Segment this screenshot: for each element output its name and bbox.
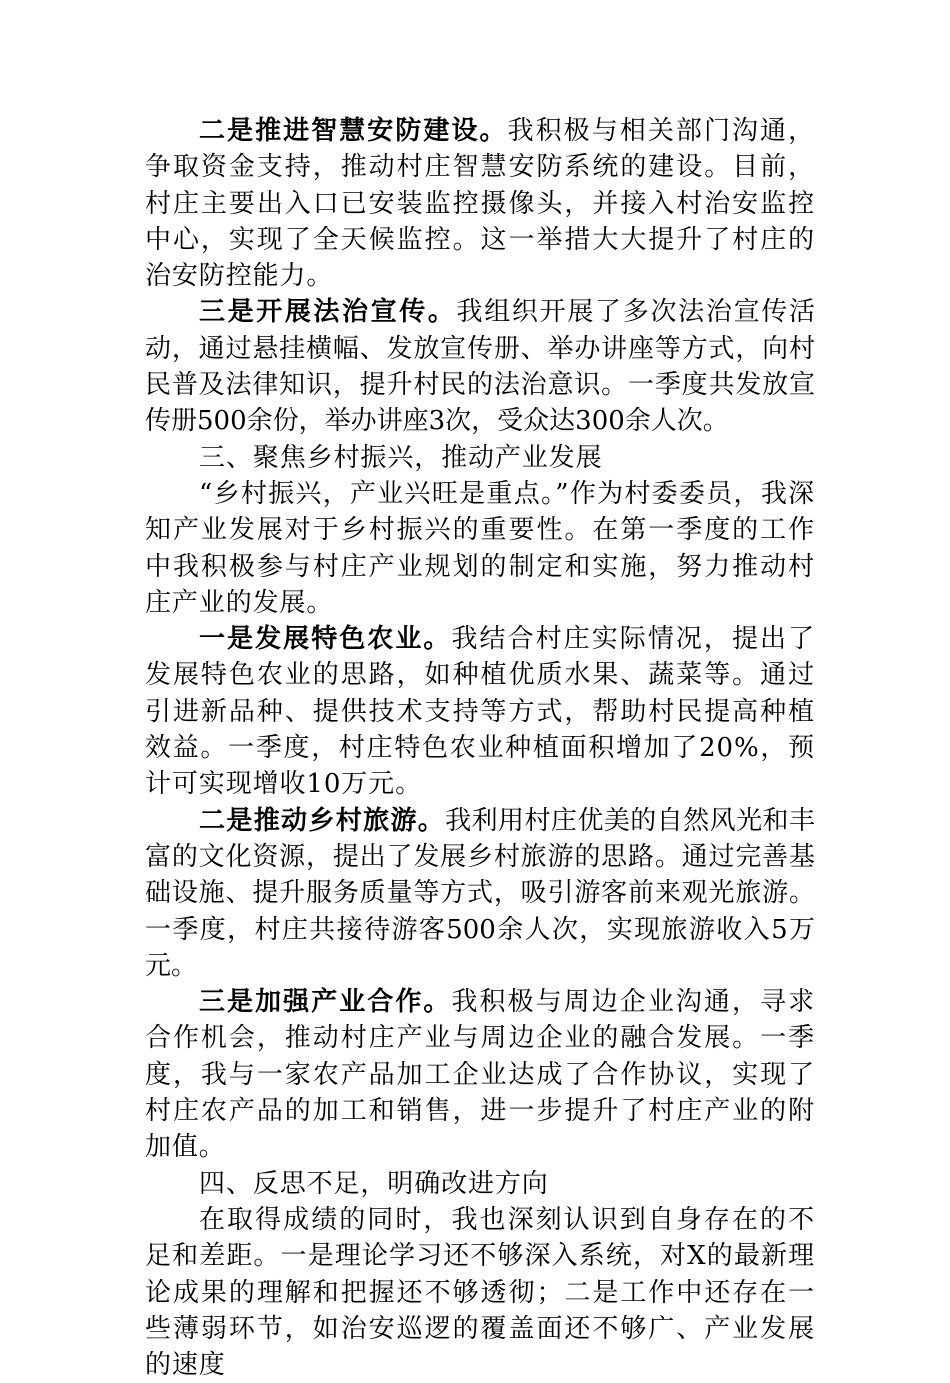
paragraph-shortcomings	[145, 1202, 815, 1383]
paragraph-legal-publicity	[145, 294, 815, 439]
paragraph-industry-intro	[145, 476, 815, 621]
paragraph-lead: 二是推进智慧安防建设。	[199, 116, 508, 146]
paragraph-text: 我结合村庄实际情况，提出了发展特色农业的思路，如种植优质水果、蔬菜等。通过引进新品种、提供技术支持等方式，帮助村民提高种植效益。一季度，村庄特色农业种植面积增加了20%，预计可实现增收10万元。	[145, 624, 815, 800]
paragraph-text: 我积极与周边企业沟通，寻求合作机会，推动村庄产业与周边企业的融合发展。一季度，我与一家农产品加工企业达成了合作协议，实现了村庄农产品的加工和销售，进一步提升了村庄产业的附加值。	[145, 987, 815, 1163]
section-heading-reflection: 四、反思不足，明确改进方向	[199, 1168, 549, 1199]
paragraph-text: 我积极与相关部门沟通，争取资金支持，推动村庄智慧安防系统的建设。目前，村庄主要出入口已安装监控摄像头，并接入村治安监控中心，实现了全天候监控。这一举措大大提升了村庄的治安防控能力。	[145, 116, 815, 292]
paragraph-lead: 二是推动乡村旅游。	[199, 805, 446, 836]
paragraph-lead: 三是加强产业合作。	[199, 987, 452, 1018]
paragraph-text: 在取得成绩的同时，我也深刻认识到自身存在的不足和差距。一是理论学习还不够深入系统，对X的最新理论成果的理解和把握还不够透彻；二是工作中还存在一些薄弱环节，如治安巡逻的覆盖面还不够广、产业发展的速度	[145, 1204, 815, 1381]
paragraph-industry-cooperation	[145, 984, 815, 1165]
paragraph-smart-security	[145, 113, 815, 294]
document-body	[145, 113, 815, 1383]
paragraph-specialty-agriculture	[145, 621, 815, 802]
paragraph-text: 我组织开展了多次法治宣传活动，通过悬挂横幅、发放宣传册、举办讲座等方式，向村民普及法律知识，提升村民的法治意识。一季度共发放宣传册500余份，举办讲座3次，受众达300余人次。	[145, 297, 815, 437]
paragraph-lead: 三是开展法治宣传。	[199, 297, 457, 328]
paragraph-text: 我利用村庄优美的自然风光和丰富的文化资源，提出了发展乡村旅游的思路。通过完善基础设施、提升服务质量等方式，吸引游客前来观光旅游。一季度，村庄共接待游客500余人次，实现旅游收入5万元。	[145, 805, 815, 981]
paragraph-text: “乡村振兴，产业兴旺是重点。”作为村委委员，我深知产业发展对于乡村振兴的重要性。在第一季度的工作中我积极参与村庄产业规划的制定和实施，努力推动村庄产业的发展。	[145, 478, 815, 618]
section-heading-rural-revitalization: 三、聚焦乡村振兴，推动产业发展	[199, 442, 603, 473]
paragraph-lead: 一是发展特色农业。	[199, 624, 452, 655]
paragraph-rural-tourism	[145, 803, 815, 984]
